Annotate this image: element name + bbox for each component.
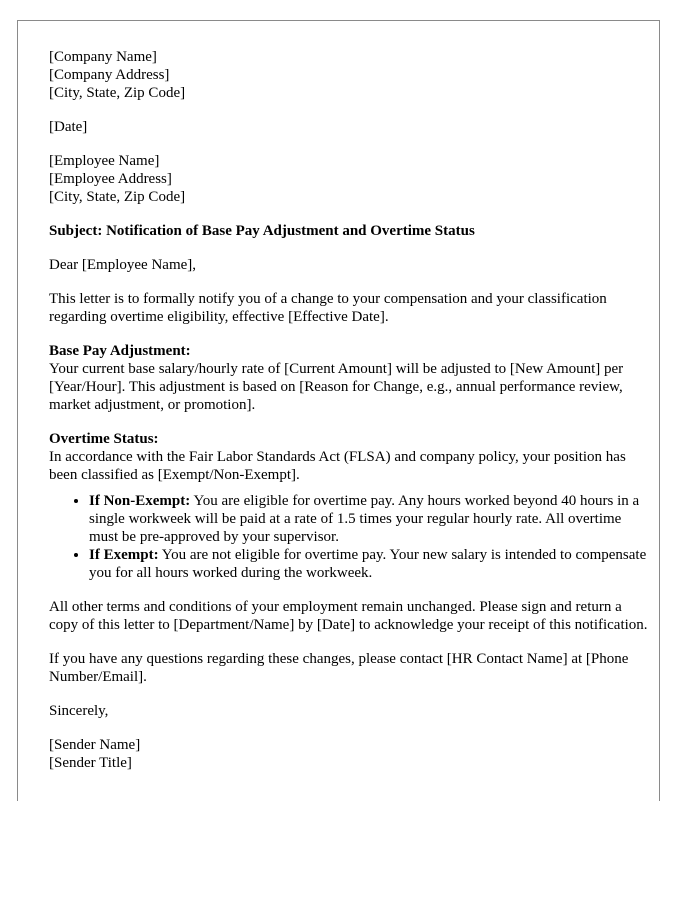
letter-body xyxy=(49,48,649,772)
letter-date: [Date] xyxy=(49,119,88,135)
questions-paragraph: If you have any questions regarding these changes, please contact [HR Contact Name] at [Phone Number/Email]. xyxy=(49,651,629,685)
option-label: If Exempt: xyxy=(89,547,159,563)
list-item xyxy=(89,492,649,546)
overtime-heading: Overtime Status: xyxy=(49,431,159,447)
signature-block xyxy=(49,736,649,772)
letter-page xyxy=(17,20,660,801)
sender-address-block xyxy=(49,48,649,102)
employee-address: [Employee Address] xyxy=(49,171,172,187)
overtime-options-list xyxy=(49,492,649,582)
subject-line: Subject: Notification of Base Pay Adjustment and Overtime Status xyxy=(49,223,475,239)
company-name: [Company Name] xyxy=(49,49,157,65)
recipient-address-block xyxy=(49,152,649,206)
employee-name: [Employee Name] xyxy=(49,153,160,169)
employee-city-state-zip: [City, State, Zip Code] xyxy=(49,189,186,205)
closing: Sincerely, xyxy=(49,703,109,719)
option-text: You are not eligible for overtime pay. Your new salary is intended to compensate you for all hours worked during the workweek. xyxy=(89,547,647,581)
option-label: If Non-Exempt: xyxy=(89,493,191,509)
company-address: [Company Address] xyxy=(49,67,170,83)
terms-paragraph: All other terms and conditions of your employment remain unchanged. Please sign and return a copy of this letter to [Department/Name] by [Date] to acknowledge your receipt of this notification. xyxy=(49,599,648,633)
company-city-state-zip: [City, State, Zip Code] xyxy=(49,85,186,101)
sender-name: [Sender Name] xyxy=(49,737,141,753)
list-item xyxy=(89,546,649,582)
salutation: Dear [Employee Name], xyxy=(49,257,197,273)
base-pay-text: Your current base salary/hourly rate of [Current Amount] will be adjusted to [New Amount] per [Year/Hour]. This adjustment is based on [Reason for Change, e.g., annual performance review, market adjustment, or promotion]. xyxy=(49,361,624,413)
base-pay-section xyxy=(49,342,649,414)
sender-title: [Sender Title] xyxy=(49,755,132,771)
intro-paragraph: This letter is to formally notify you of a change to your compensation and your classification regarding overtime eligibility, effective [Effective Date]. xyxy=(49,291,607,325)
overtime-text: In accordance with the Fair Labor Standards Act (FLSA) and company policy, your position has been classified as [Exempt/Non-Exempt]. xyxy=(49,449,626,483)
option-text: You are eligible for overtime pay. Any hours worked beyond 40 hours in a single workweek will be paid at a rate of 1.5 times your regular hourly rate. All overtime must be pre-approved by your supervisor. xyxy=(89,493,640,545)
base-pay-heading: Base Pay Adjustment: xyxy=(49,343,191,359)
overtime-section xyxy=(49,430,649,484)
